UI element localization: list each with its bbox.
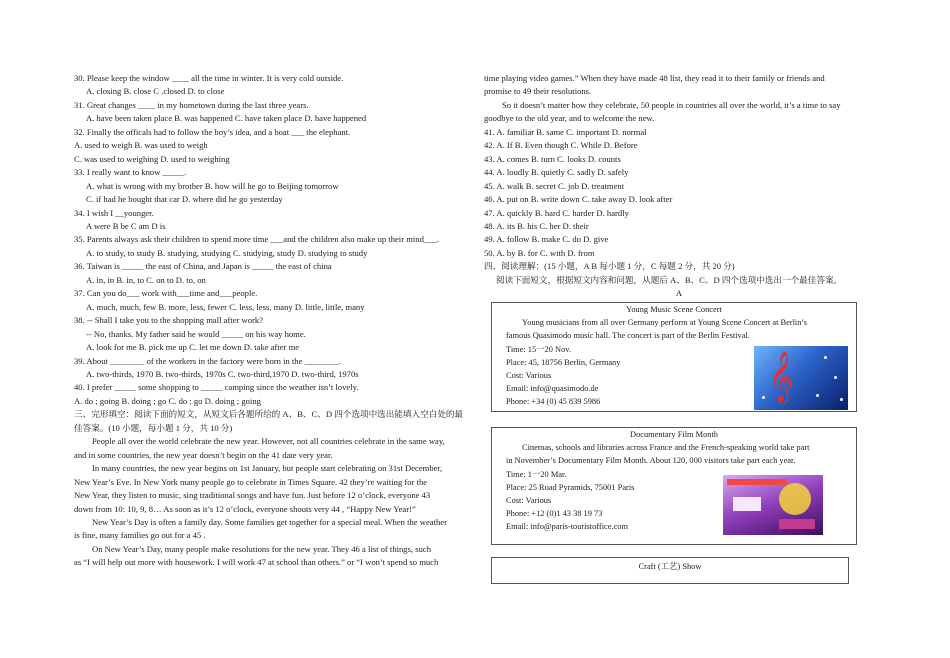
passage-line: goodbye to the old year, and to welcome the new. (484, 113, 655, 124)
question-36: 36. Taiwan is _____ the east of China, and Japan is _____ the east of china (74, 261, 332, 272)
concert-title: Young Music Scene Concert (626, 305, 722, 314)
film-poster-image (723, 475, 823, 535)
question-33: 33. I really want to know _____. (74, 167, 187, 178)
concert-cost: Cost: Various (506, 371, 552, 381)
section-3-heading: 三、完形填空：阅读下面的短文，从短文后各题所给的 A、B、C、D 四个选项中选出能填入空白处的最 (74, 409, 464, 420)
concert-place: Place: 45, 18756 Berlin, Germany (506, 357, 621, 367)
concert-desc: famous Quasimodo music hall. The concert is part of the Berlin Festival. (506, 331, 750, 341)
concert-time: Time: 15一20 Nov. (506, 344, 571, 354)
question-32: 32. Finally the officals had to follow the boy’s idea, and a boat ___ the elephant. (74, 126, 351, 137)
treble-clef-icon: 𝄞 (754, 346, 848, 410)
options-33-cd: C. if had he bought that car D. where did he go yesterday (86, 194, 283, 205)
cloze-options-45: 45. A. walk B. secret C. job D. treatment (484, 180, 625, 191)
options-36: A. in, in B. in, to C. on to D. to, on (86, 274, 206, 285)
passage-line: So it doesn’t matter how they celebrate, 50 people in countries all over the world, it’s a time to say (502, 99, 841, 110)
passage-line: In many countries, the new year begins on 1st January, but people start celebrating on 31st December, (92, 463, 443, 474)
film-place: Place: 25 Road Pyramids, 75001 Paris (506, 482, 635, 492)
passage-line: as “I will help out more with housework. I will work 47 at school than others.” or “I won’t spend so much (74, 557, 439, 568)
section-3-heading-cont: 佳答案。(10 小题，每小题 1 分，共 10 分) (74, 422, 233, 433)
film-title: Documentary Film Month (630, 430, 718, 439)
concert-phone: Phone: +34 (0) 45 839 5986 (506, 397, 601, 407)
question-38: 38. -- Shall I take you to the shopping mall after work? (74, 315, 264, 326)
left-column (74, 72, 466, 570)
film-phone: Phone: +12 (0)1 43 38 19 73 (506, 509, 603, 519)
film-desc: Cinemas, schools and libraries across France and the French-speaking world take part (522, 443, 810, 453)
cloze-options-43: 43. A. comes B. turn C. looks D. counts (484, 153, 621, 164)
cloze-options-47: 47. A. quickly B. hard C. harder D. hardly (484, 207, 629, 218)
options-32-cd: C. was used to weighing D. used to weighing (74, 153, 230, 164)
passage-line: People all over the world celebrate the new year. However, not all countries celebrate in the same way, (92, 436, 445, 447)
options-38: A. look for me B. pick me up C. let me down D. take after me (86, 342, 300, 353)
question-37: 37. Can you do___ work with___time and___people. (74, 288, 258, 299)
passage-line: is fine, many families go out for a 45 . (74, 530, 206, 541)
question-30: 30. Please keep the window ____ all the time in winter. It is very cold outside. (74, 73, 344, 83)
film-time: Time: 1一20 Mar. (506, 469, 567, 479)
options-31: A. have been taken place B. was happened C. have taken place D. have happened (86, 113, 367, 124)
film-cost: Cost: Various (506, 496, 552, 506)
passage-line: New Year, they listen to music, sing traditional songs and have fun. Just before 12 o’clock, everyone 43 (74, 490, 431, 501)
cloze-options-50: 50. A. by B. for C. with D. from (484, 247, 595, 258)
cloze-options-44: 44. A. loudly B. quietly C. sadly D. safely (484, 167, 629, 178)
question-31: 31. Great changes ____ in my hometown during the last three years. (74, 99, 309, 110)
question-35: 35. Parents always ask their children to spend more time ___and the children also make up their mind___. (74, 234, 439, 245)
options-30: A. closing B. close C .closed D. to close (86, 86, 225, 97)
film-email: Email: info@paris-touristoffice.com (506, 522, 628, 532)
options-32-ab: A. used to weigh B. was used to weigh (74, 140, 208, 151)
options-33-ab: A. what is wrong with my brother B. how will he go to Beijing tomorrow (86, 180, 339, 191)
right-column (484, 72, 874, 301)
section-4-instructions: 阅读下面短文，根据短文内容和问题，从题后 A、B、C、D 四个选项中选出一个最佳答案。 (496, 274, 843, 285)
question-34: 34. I wish I __younger. (74, 207, 154, 218)
options-37: A. much, much, few B. more, less, fewer C. less, less, many D. little, little, many (86, 301, 365, 312)
cloze-options-46: 46. A. put on B. write down C. take away D. look after (484, 194, 673, 205)
passage-line: New Year’s Day is often a family day. Some families get together for a special meal. When the weather (92, 516, 447, 527)
passage-line: promise to 49 their resolutions. (484, 86, 592, 97)
cloze-options-41: 41. A. familiar B. same C. important D. normal (484, 126, 647, 137)
question-39: 39. About ________ of the workers in the factory were born in the ________. (74, 355, 342, 366)
film-desc: in November’s Documentary Film Month. About 120, 000 visitors take part each year. (506, 456, 796, 466)
concert-email: Email: info@quasimodo.de (506, 384, 599, 394)
passage-line: and in some countries, the new year doesn’t begin on the 41 date very year. (74, 449, 333, 460)
options-39: A. two-thirds, 1970 B. two-thirds, 1970s C. two-third,1970 D. two-third, 1970s (86, 368, 359, 379)
cloze-options-49: 49. A. follow B. make C. do D. give (484, 234, 609, 245)
options-40: A. do ; going B. doing ; go C. do ; go D. doing ; going (74, 395, 261, 406)
cloze-options-48: 48. A. its B. his C. her D. their (484, 220, 589, 231)
question-40: 40. I prefer _____ some shopping to _____ camping since the weather isn’t lovely. (74, 382, 359, 393)
cloze-options-42: 42. A. If B. Even though C. While D. Before (484, 140, 638, 151)
concert-desc: Young musicians from all over Germany perform at Young Scene Concert at Berlin’s (522, 318, 808, 328)
craft-box (491, 557, 849, 584)
craft-title: Craft (工艺) Show (638, 562, 702, 571)
passage-line: New Year’s Eve. In New York many people go to celebrate in Times Square. 42 they’re waiting for the (74, 476, 428, 487)
section-4-heading: 四、阅读理解：(15 小题，A B 每小题 1 分，C 每题 2 分，共 20 分) (484, 261, 735, 272)
options-35: A. to study, to study B. studying, studying C. studying, study D. studying to study (86, 247, 368, 258)
passage-line: down from 10: 10, 9, 8… As soon as it’s 12 o’clock, everyone shouts very 44 , “Happy New Year!” (74, 503, 416, 514)
options-34: A were B be C am D is (86, 220, 166, 231)
passage-a-label: A (675, 288, 683, 299)
question-38-reply: -- No, thanks. My father said he would _____ on his way home. (86, 328, 306, 339)
passage-line: On New Year’s Day, many people make resolutions for the new year. They 46 a list of things, such (92, 543, 431, 554)
passage-line: time playing video games.” When they have made 48 list, they read it to their family or friends and (484, 73, 825, 83)
